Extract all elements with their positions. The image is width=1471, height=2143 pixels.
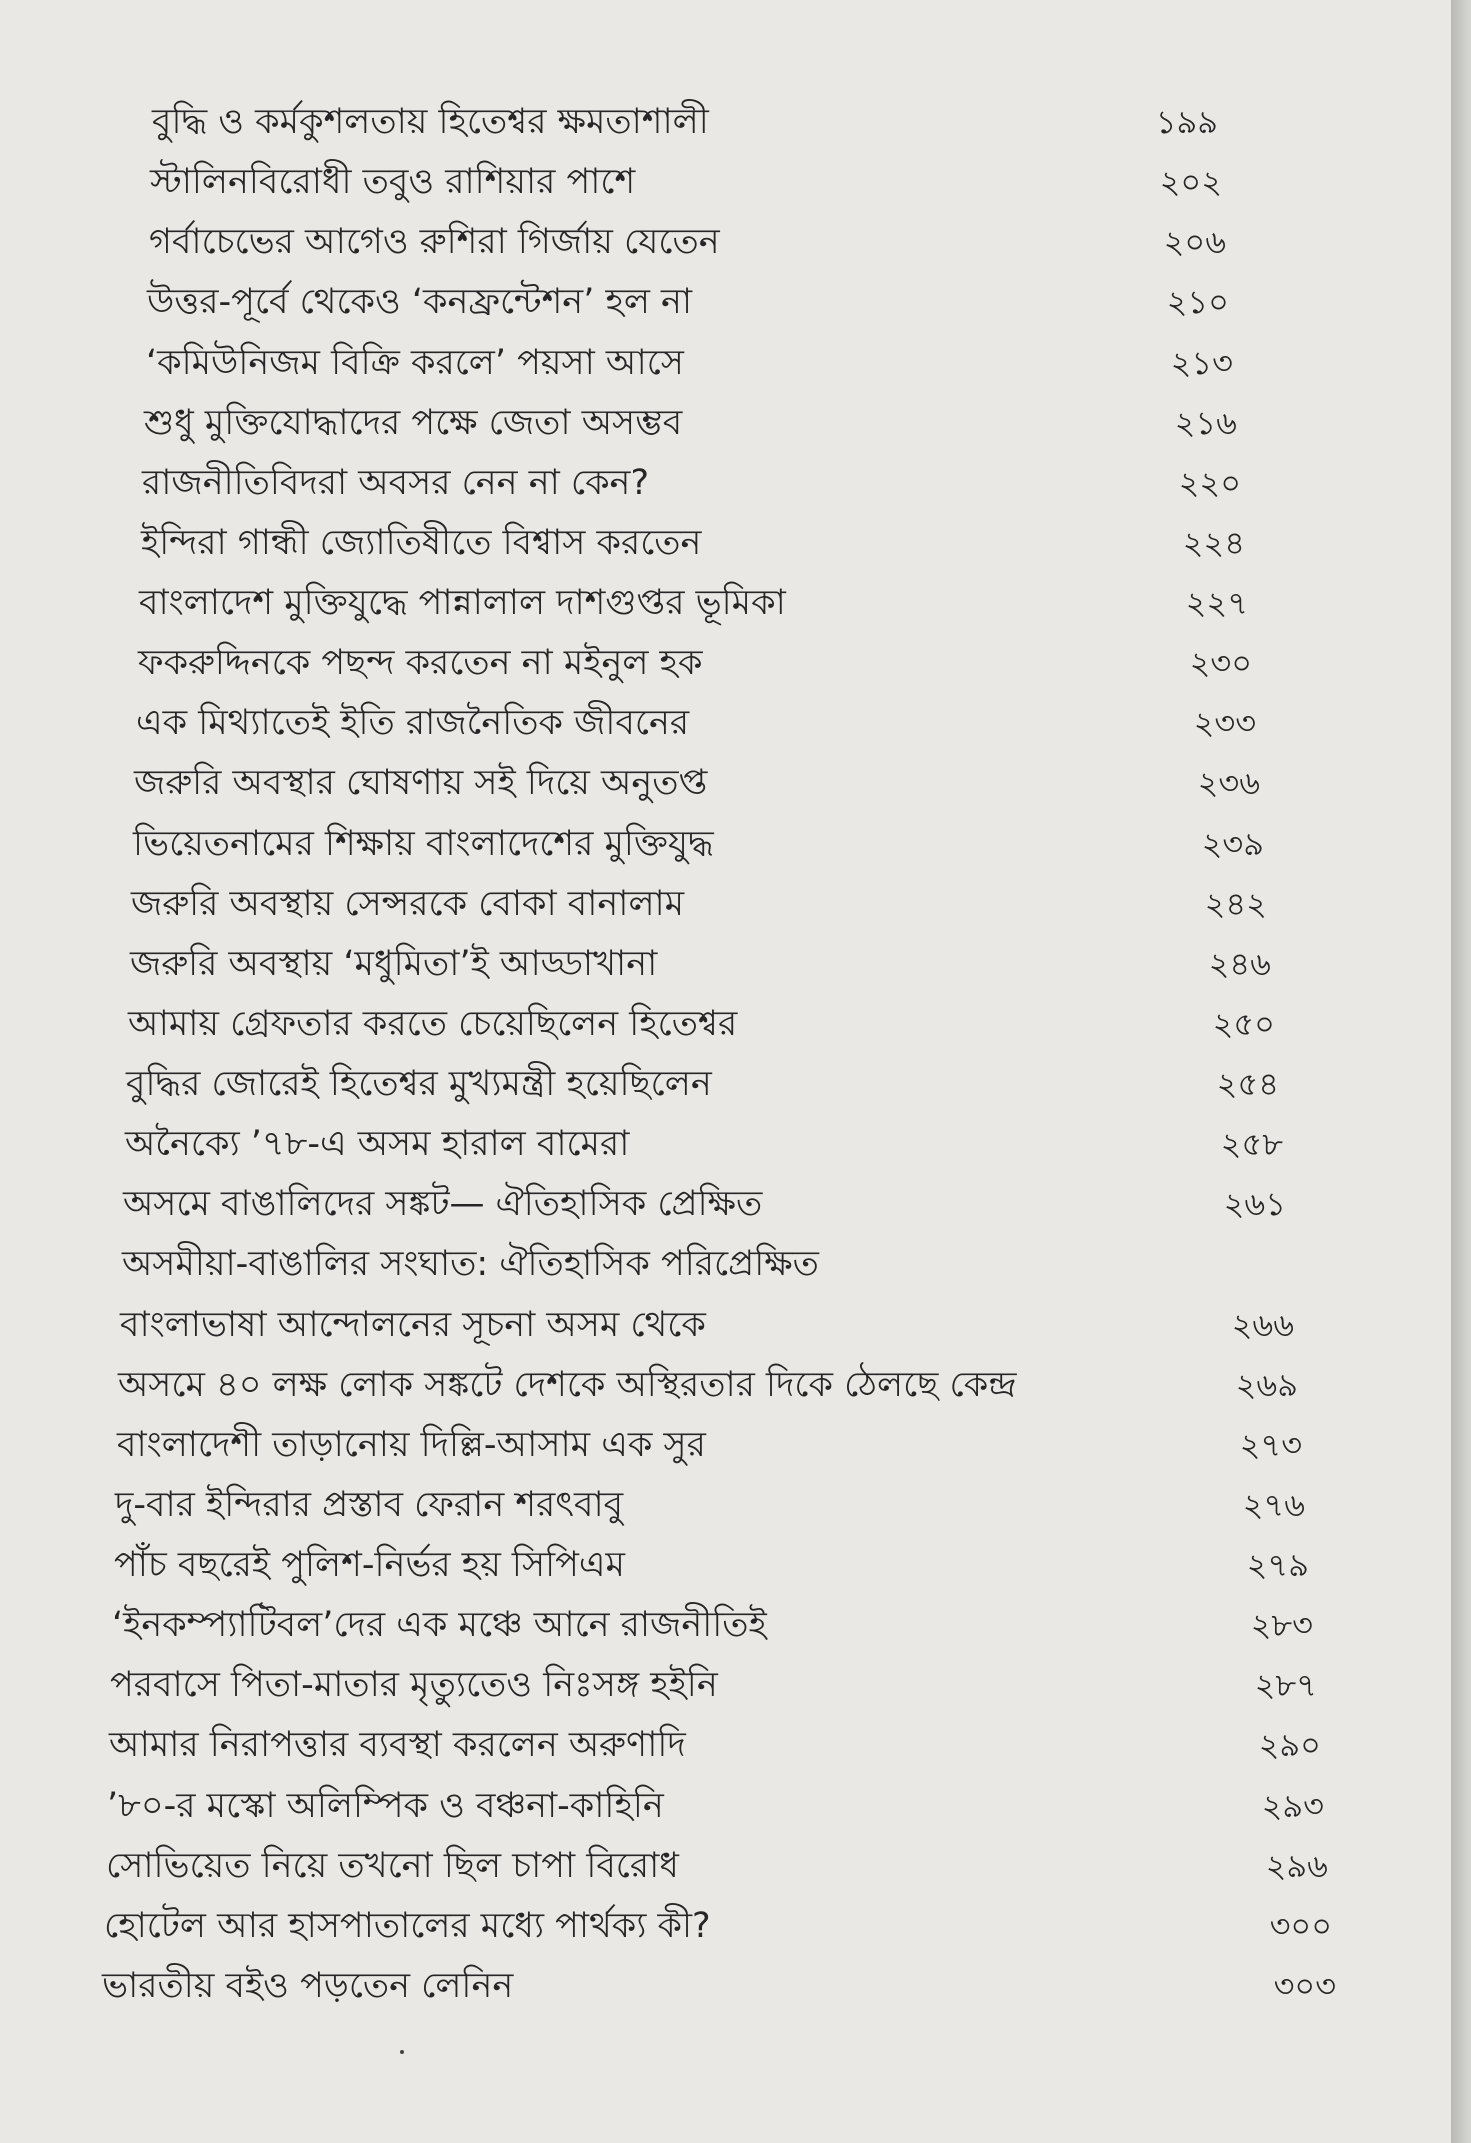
toc-entry-title: ফকরুদ্দিনকে পছন্দ করতেন না মইনুল হক bbox=[138, 643, 703, 683]
toc-entry-title: অনৈক্যে ’৭৮-এ অসম হারাল বামেরা bbox=[125, 1124, 630, 1164]
toc-entry-title: জরুরি অবস্থায় ‘মধুমিতা’ই আড্ডাখানা bbox=[130, 944, 658, 984]
toc-entry-page-number: ২৩৩ bbox=[1193, 704, 1256, 742]
toc-entry-page-number: ২৭৯ bbox=[1246, 1546, 1309, 1584]
toc-entry-title: আমার নিরাপত্তার ব্যবস্থা করলেন অরুণাদি bbox=[109, 1725, 686, 1765]
toc-entry-title: জরুরি অবস্থার ঘোষণায় সই দিয়ে অনুতপ্ত bbox=[134, 763, 708, 803]
toc-entry-page-number: ২২৪ bbox=[1182, 524, 1245, 562]
toc-entry bbox=[114, 1539, 1309, 1591]
toc-entry bbox=[152, 96, 1218, 148]
toc-entry bbox=[112, 1599, 1313, 1651]
toc-entry bbox=[128, 998, 1275, 1050]
toc-entry bbox=[118, 1359, 1298, 1411]
toc-entry-title: বাংলাদেশ মুক্তিযুদ্ধে পান্নালাল দাশগুপ্তর ভূমিকা bbox=[139, 583, 786, 623]
toc-entry bbox=[147, 276, 1229, 328]
toc-entry-title: এক মিথ্যাতেই ইতি রাজনৈতিক জীবনের bbox=[136, 703, 690, 743]
toc-entry-page-number: ২৬৯ bbox=[1235, 1366, 1298, 1404]
toc-entry bbox=[136, 697, 1256, 749]
toc-entry-page-number: ২৬১ bbox=[1223, 1185, 1286, 1223]
toc-entry-title: অসমীয়া-বাঙালির সংঘাত: ঐতিহাসিক পরিপ্রেক্ষিত bbox=[122, 1244, 819, 1284]
toc-entry-title: স্টালিনবিরোধী তবুও রাশিয়ার পাশে bbox=[150, 162, 636, 202]
toc-entry-title: বাংলাভাষা আন্দোলনের সূচনা অসম থেকে bbox=[120, 1305, 706, 1345]
toc-entry-page-number: ২৩০ bbox=[1189, 644, 1252, 682]
toc-entry-page-number: ২৮৩ bbox=[1250, 1606, 1313, 1644]
toc-entry-title: বাংলাদেশী তাড়ানোয় দিল্লি-আসাম এক সুর bbox=[117, 1425, 706, 1465]
toc-entry-title: অসমে বাঙালিদের সঙ্কট— ঐতিহাসিক প্রেক্ষিত bbox=[123, 1184, 763, 1224]
toc-entry bbox=[122, 1238, 1290, 1290]
toc-entry-title: ‘কমিউনিজম বিক্রি করলে’ পয়সা আসে bbox=[146, 343, 684, 383]
toc-entry-title: রাজনীতিবিদরা অবসর নেন না কেন? bbox=[142, 463, 650, 503]
toc-entry bbox=[120, 1299, 1294, 1351]
toc-entry-title: অসমে ৪০ লক্ষ লোক সঙ্কটে দেশকে অস্থিরতার দিকে ঠেলছে কেন্দ্র bbox=[118, 1365, 1017, 1405]
toc-entry-page-number: ২৪২ bbox=[1204, 885, 1267, 923]
toc-entry-title: গর্বাচেভের আগেও রুশিরা গির্জায় যেতেন bbox=[149, 222, 720, 262]
toc-entry bbox=[149, 216, 1226, 268]
toc-entry-page-number: ২৮৭ bbox=[1254, 1666, 1317, 1704]
toc-entry-title: ‘ইনকম্প্যাটিবল’দের এক মঞ্চে আনে রাজনীতিই bbox=[112, 1605, 767, 1645]
toc-entry-title: ইন্দিরা গান্ধী জ্যোতিষীতে বিশ্বাস করতেন bbox=[141, 523, 702, 563]
toc-entry bbox=[107, 1780, 1324, 1832]
toc-entry bbox=[131, 878, 1267, 930]
toc-entry-page-number: ২৫৮ bbox=[1220, 1125, 1283, 1163]
toc-entry-page-number: ২৩৬ bbox=[1197, 764, 1260, 802]
toc-entry-page-number: ২৬৬ bbox=[1231, 1306, 1294, 1344]
toc-entry-title: ভিয়েতনামের শিক্ষায় বাংলাদেশের মুক্তিযুদ্ধ bbox=[133, 824, 714, 864]
toc-entry-page-number: ৩০৩ bbox=[1273, 1967, 1336, 2005]
toc-entry bbox=[142, 457, 1241, 509]
toc-entry bbox=[104, 1900, 1332, 1952]
toc-entry-title: সোভিয়েত নিয়ে তখনো ছিল চাপা বিরোধ bbox=[106, 1846, 679, 1886]
toc-entry bbox=[106, 1840, 1328, 1892]
toc-entry bbox=[133, 818, 1264, 870]
toc-entry-title: পাঁচ বছরেই পুলিশ-নির্ভর হয় সিপিএম bbox=[114, 1545, 625, 1585]
toc-entry-page-number: ২৩৯ bbox=[1201, 825, 1264, 863]
toc-entry-page-number: ২৭৬ bbox=[1242, 1486, 1305, 1524]
toc-entry-page-number: ২৭৩ bbox=[1239, 1426, 1302, 1464]
toc-entry bbox=[115, 1479, 1305, 1531]
toc-entry-page-number: ২৫০ bbox=[1212, 1005, 1275, 1043]
toc-entry-page-number: ২১৩ bbox=[1170, 344, 1233, 382]
toc-entry-page-number: ২০২ bbox=[1159, 163, 1222, 201]
toc-entry-title: দু-বার ইন্দিরার প্রস্তাব ফেরান শরৎবাবু bbox=[115, 1485, 624, 1525]
toc-entry-page-number: ৩০০ bbox=[1269, 1907, 1332, 1945]
toc-entry-page-number: ২৯৬ bbox=[1265, 1847, 1328, 1885]
toc-entry bbox=[110, 1659, 1317, 1711]
page-edge-shadow bbox=[1451, 0, 1471, 2143]
toc-entry bbox=[123, 1178, 1286, 1230]
toc-entry bbox=[139, 577, 1248, 629]
toc-entry-title: আমায় গ্রেফতার করতে চেয়েছিলেন হিতেশ্বর bbox=[128, 1004, 738, 1044]
toc-entry-page-number: ২৯৩ bbox=[1261, 1787, 1324, 1825]
toc-entry-title: পরবাসে পিতা-মাতার মৃত্যুতেও নিঃসঙ্গ হইনি bbox=[110, 1665, 718, 1705]
toc-entry-page-number: ২২৭ bbox=[1185, 584, 1248, 622]
toc-entry-title: ’৮০-র মস্কো অলিম্পিক ও বঞ্চনা-কাহিনি bbox=[107, 1786, 664, 1826]
toc-entry bbox=[130, 938, 1271, 990]
toc-entry-page-number: ২৯০ bbox=[1258, 1726, 1321, 1764]
toc-entry-title: বুদ্ধির জোরেই হিতেশ্বর মুখ্যমন্ত্রী হয়েছিলেন bbox=[126, 1064, 712, 1104]
toc-entry-page-number: ২৫৪ bbox=[1216, 1065, 1279, 1103]
toc-entry-page-number: ২১৬ bbox=[1174, 404, 1237, 442]
toc-entry bbox=[144, 397, 1237, 449]
toc-entry bbox=[126, 1058, 1279, 1110]
toc-entry-page-number: ২২০ bbox=[1178, 464, 1241, 502]
toc-entry bbox=[146, 337, 1233, 389]
toc-entry bbox=[125, 1118, 1283, 1170]
toc-entry bbox=[102, 1960, 1336, 2012]
toc-entry bbox=[150, 156, 1222, 208]
ink-speck bbox=[400, 2050, 404, 2054]
toc-entry-title: ভারতীয় বইও পড়তেন লেনিন bbox=[102, 1966, 514, 2006]
toc-entry-title: উত্তর-পূর্বে থেকেও ‘কনফ্রন্টেশন’ হল না bbox=[147, 282, 693, 322]
toc-entry-title: হোটেল আর হাসপাতালের মধ্যে পার্থক্য কী? bbox=[104, 1906, 711, 1946]
toc-entry bbox=[141, 517, 1245, 569]
toc-entry bbox=[134, 757, 1260, 809]
toc-entry-page-number: ২০৬ bbox=[1163, 223, 1226, 261]
toc-entry-title: বুদ্ধি ও কর্মকুশলতায় হিতেশ্বর ক্ষমতাশালী bbox=[152, 102, 709, 142]
toc-entry bbox=[109, 1719, 1321, 1771]
toc-entry-title: শুধু মুক্তিযোদ্ধাদের পক্ষে জেতা অসম্ভব bbox=[144, 403, 683, 443]
toc-entry bbox=[117, 1419, 1302, 1471]
toc-entry-page-number: ১৯৯ bbox=[1155, 103, 1218, 141]
toc-entry-page-number: ২৪৬ bbox=[1208, 945, 1271, 983]
toc-entry bbox=[138, 637, 1252, 689]
toc-entry-title: জরুরি অবস্থায় সেন্সরকে বোকা বানালাম bbox=[131, 884, 685, 924]
toc-entry-page-number: ২১০ bbox=[1166, 283, 1229, 321]
